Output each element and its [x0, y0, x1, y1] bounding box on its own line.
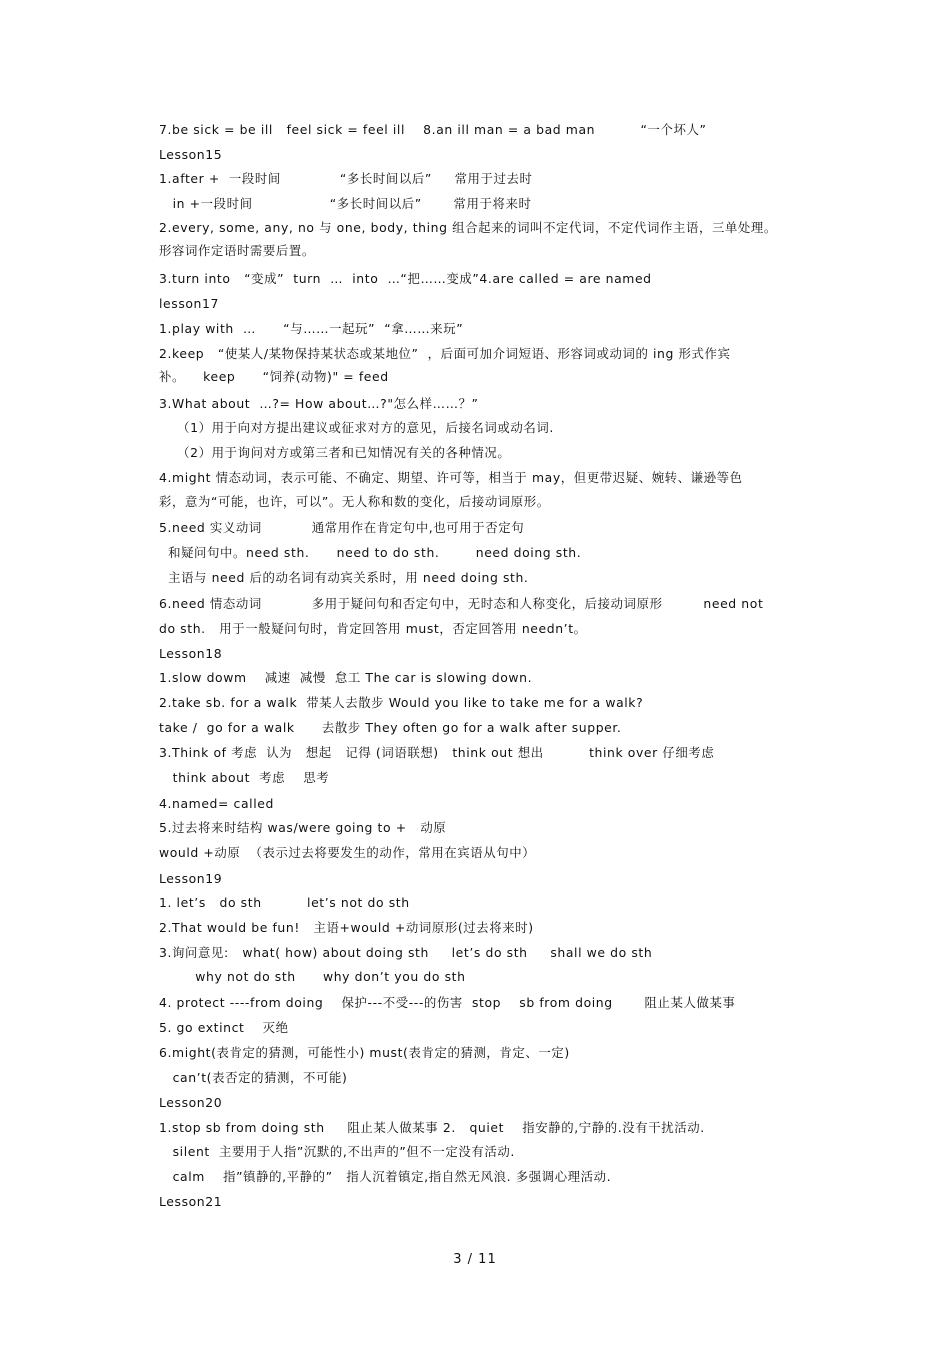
text-line: 4. protect ----from doing 保护---不受---的伤害 stop sb from doing 阻止某人做某事 [159, 995, 736, 1010]
text-line: 4.might 情态动词，表示可能、不确定、期望、许可等，相当于 may，但更带迟疑、婉转、谦逊等色 [159, 470, 743, 485]
text-line: 1.slow dowm 减速 减慢 怠工 The car is slowing down. [159, 670, 533, 685]
text-line: 3.询问意见: what( how) about doing sth let’s do sth shall we do sth [159, 945, 653, 960]
text-line: 3.Think of 考虑 认为 想起 记得 (词语联想) think out 想出 think over 仔细考虑 [159, 745, 715, 760]
text-line: 2.keep “使某人/某物保持某状态或某地位” ，后面可加介词短语、形容词或动词的 ing 形式作宾 [159, 346, 731, 361]
text-line: think about 考虑 思考 [159, 770, 330, 785]
text-line: take / go for a walk 去散步 They often go for a walk after supper. [159, 720, 622, 735]
text-line: 7.be sick = be ill feel sick = feel ill 8.an ill man = a bad man “一个坏人” [159, 122, 707, 137]
lesson-heading: lesson17 [159, 296, 219, 311]
text-line: 5. go extinct 灭绝 [159, 1020, 289, 1035]
lesson-heading: Lesson15 [159, 147, 223, 162]
lesson-heading: Lesson18 [159, 646, 223, 661]
text-line: 主语与 need 后的动名词有动宾关系时，用 need doing sth. [159, 570, 529, 585]
lesson-heading: Lesson20 [159, 1095, 223, 1110]
text-line: can’t(表否定的猜测，不可能) [159, 1070, 348, 1085]
text-line: 1.stop sb from doing sth 阻止某人做某事 2. quiet 指安静的,宁静的.没有干扰活动. [159, 1120, 705, 1135]
text-line: 形容词作定语时需要后置。 [159, 243, 315, 258]
text-line: 补。 keep “饲养(动物)" = feed [159, 369, 389, 384]
text-line: 2.That would be fun! 主语+would +动词原形(过去将来时) [159, 920, 534, 935]
text-line: （2）用于询问对方或第三者和已知情况有关的各种情况。 [159, 445, 511, 460]
text-line: silent 主要用于人指”沉默的,不出声的”但不一定没有活动. [159, 1144, 515, 1159]
text-line: 彩，意为“可能，也许，可以”。无人称和数的变化，后接动词原形。 [159, 494, 550, 509]
text-line: 5.过去将来时结构 was/were going to + 动原 [159, 820, 447, 835]
text-line: 6.need 情态动词 多用于疑问句和否定句中，无时态和人称变化，后接动词原形 need not [159, 596, 764, 611]
text-line: calm 指”镇静的,平静的” 指人沉着镇定,指自然无风浪. 多强调心理活动. [159, 1169, 612, 1184]
text-line: 1. let’s do sth let’s not do sth [159, 895, 410, 910]
text-line: 5.need 实义动词 通常用作在肯定句中,也可用于否定句 [159, 520, 525, 535]
text-line: 1.after + 一段时间 “多长时间以后” 常用于过去时 [159, 171, 533, 186]
text-line: 4.named= called [159, 796, 274, 811]
text-line: 6.might(表肯定的猜测，可能性小) must(表肯定的猜测，肯定、一定) [159, 1045, 570, 1060]
text-line: 3.What about …?= How about…?"怎么样……？” [159, 396, 479, 411]
text-line: do sth. 用于一般疑问句时，肯定回答用 must，否定回答用 needn’t。 [159, 621, 587, 636]
page-number: 3 / 11 [453, 1252, 497, 1267]
text-line: 2.every, some, any, no 与 one, body, thing 组合起来的词叫不定代词，不定代词作主语，三单处理。 [159, 220, 777, 235]
lesson-heading: Lesson21 [159, 1194, 223, 1209]
text-line: 3.turn into “变成” turn … into …“把……变成”4.are called = are named [159, 271, 652, 286]
text-line: （1）用于向对方提出建议或征求对方的意见，后接名词或动名词. [159, 420, 554, 435]
text-line: 2.take sb. for a walk 带某人去散步 Would you like to take me for a walk? [159, 695, 644, 710]
text-line: would +动原 （表示过去将要发生的动作，常用在宾语从句中） [159, 845, 536, 860]
lesson-heading: Lesson19 [159, 871, 223, 886]
text-line: 1.play with … “与……一起玩” “拿……来玩” [159, 321, 464, 336]
text-line: why not do sth why don’t you do sth [159, 969, 466, 984]
text-line: 和疑问句中。need sth. need to do sth. need doing sth. [159, 545, 582, 560]
text-line: in +一段时间 “多长时间以后” 常用于将来时 [159, 196, 532, 211]
